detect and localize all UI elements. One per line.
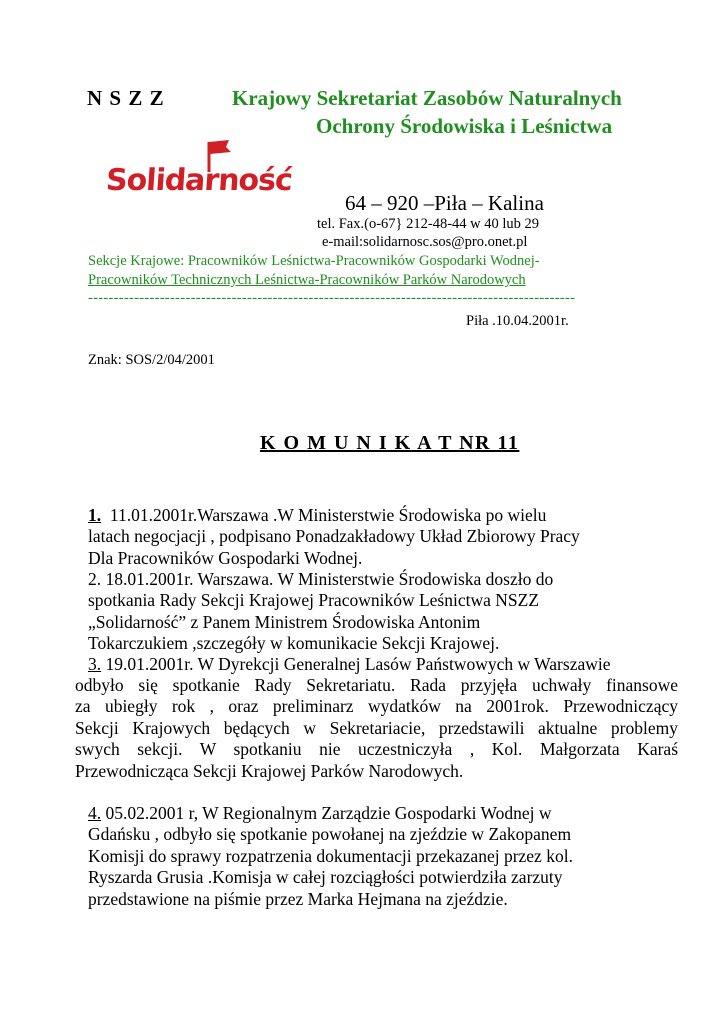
reference-number: Znak: SOS/2/04/2001 xyxy=(88,352,215,368)
item-line: 05.02.2001 r, W Regionalnym Zarządzie Gospodarki Wodnej w xyxy=(105,803,552,823)
phone-fax: tel. Fax.(o-67} 212-48-44 w 40 lub 29 xyxy=(317,216,540,232)
item-line: Sekcji Krajowych będących w Sekretariacie, przedstawili aktualne problemy xyxy=(75,717,678,738)
item-line: spotkania Rady Sekcji Krajowej Pracowników Leśnictwa NSZZ xyxy=(88,590,540,611)
item-line: 18.01.2001r. Warszawa. W Ministerstwie Środowiska doszło do xyxy=(105,569,554,589)
item-line: Przewodnicząca Sekcji Krajowej Parków Narodowych. xyxy=(75,760,464,781)
item-line: „Solidarność” z Panem Ministrem Środowiska Antonim xyxy=(88,611,481,632)
item-3-body xyxy=(75,675,678,782)
item-2 xyxy=(88,569,553,655)
city-address: 64 – 920 –Piła – Kalina xyxy=(345,191,544,215)
item-line: Komisji do sprawy rozpatrzenia dokumentacji przekazanej przez kol. xyxy=(88,845,573,866)
item-line: 19.01.2001r. W Dyrekcji Generalnej Lasów Państwowych w Warszawie xyxy=(105,654,611,674)
item-line: 11.01.2001r.Warszawa .W Ministerstwie Środowiska po wielu xyxy=(109,505,547,525)
sections-line1: Sekcje Krajowe: Pracowników Leśnictwa-Pracowników Gospodarki Wodnej- xyxy=(88,253,540,269)
secretariat-title-line1: Krajowy Sekretariat Zasobów Naturalnych xyxy=(232,86,622,110)
item-line: przedstawione na piśmie przez Marka Hejmana na zjeździe. xyxy=(88,888,508,909)
sections-line2: Pracowników Technicznych Leśnictwa-Pracowników Parków Narodowych xyxy=(88,272,526,288)
item-line: za ubiegły rok , oraz preliminarz wydatków na 2001rok. Przewodniczący xyxy=(75,696,678,717)
item-1 xyxy=(88,505,580,569)
email-address: e-mail:solidarnosc.sos@pro.onet.pl xyxy=(322,234,528,250)
item-number: 3. xyxy=(88,654,102,674)
item-number: 1. xyxy=(88,505,102,525)
solidarnosc-logo xyxy=(104,138,294,200)
document-title: K O M U N I K A T NR 11 xyxy=(260,432,520,454)
item-4 xyxy=(88,803,573,910)
item-line: Tokarczukiem ,szczegóły w komunikacie Sekcji Krajowej. xyxy=(88,633,500,654)
item-line: Dla Pracowników Gospodarki Wodnej. xyxy=(88,547,363,568)
item-line: Ryszarda Grusia .Komisja w całej rozciągłości potwierdziła zarzuty xyxy=(88,867,563,888)
item-3-first-line xyxy=(88,654,611,675)
item-line: Gdańsku , odbyło się spotkanie powołanej na zjeździe w Zakopanem xyxy=(88,824,572,845)
item-line: latach negocjacji , podpisano Ponadzakładowy Układ Zbiorowy Pracy xyxy=(88,526,580,547)
logo-wordmark: Solidarność xyxy=(104,163,294,198)
secretariat-title-line2: Ochrony Środowiska i Leśnictwa xyxy=(316,114,613,138)
document-date: Piła .10.04.2001r. xyxy=(466,313,569,329)
item-number: 2. xyxy=(88,569,102,589)
item-line: odbyło się spotkanie Rady Sekretariatu. Rada przyjęła uchwały finansowe xyxy=(75,675,678,695)
separator-line: ----------------------------------------------------------------------------------------------- xyxy=(88,290,576,306)
org-name: N S Z Z xyxy=(87,86,165,110)
item-line: swych sekcji. W spotkaniu nie uczestniczyła , Kol. Małgorzata Karaś xyxy=(75,739,678,760)
item-number: 4. xyxy=(88,803,102,823)
